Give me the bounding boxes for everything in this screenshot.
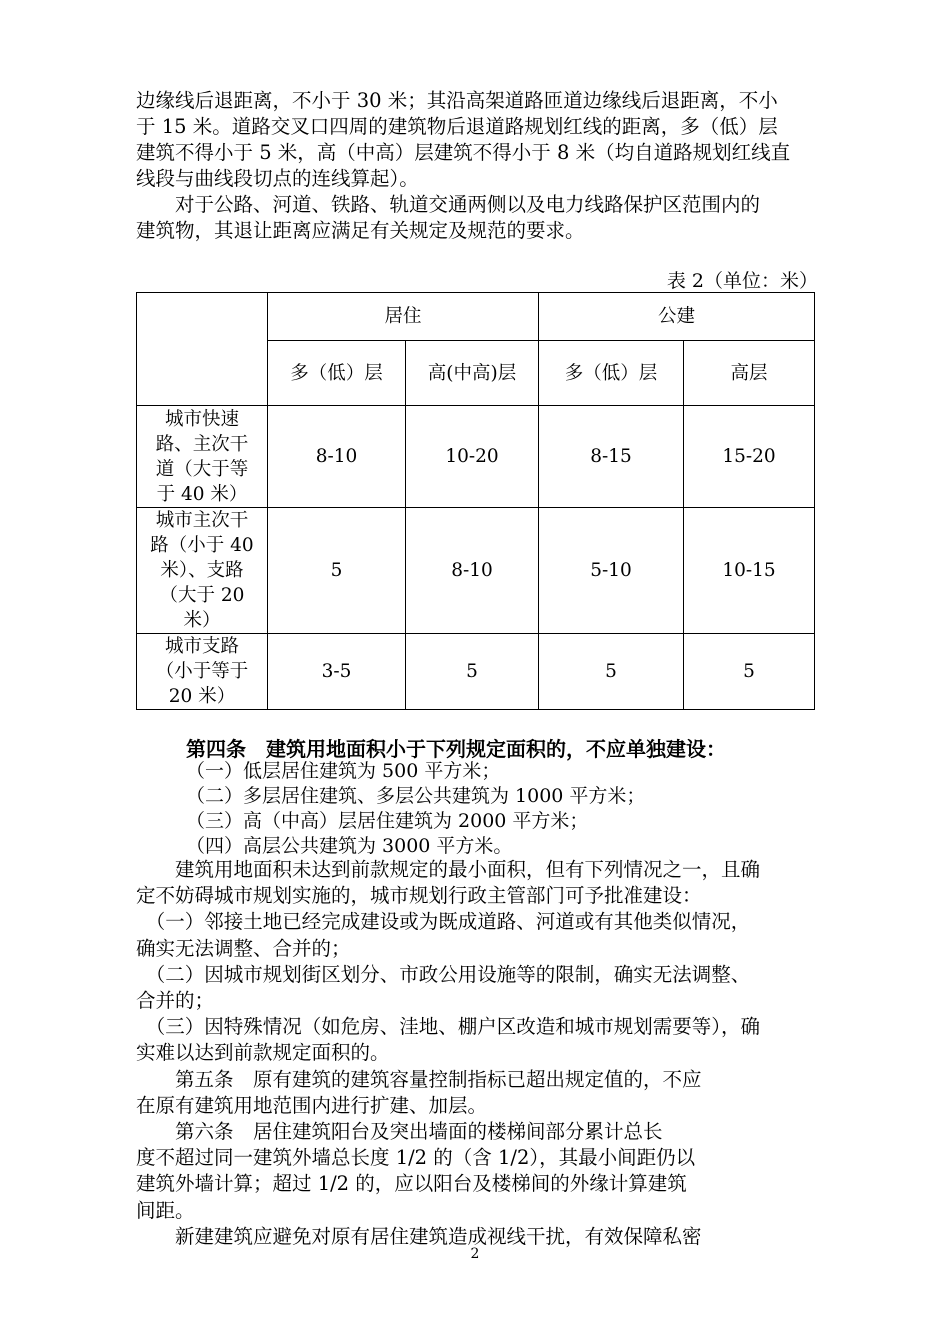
text-line: 定不妨碍城市规划实施的，城市规划行政主管部门可予批准建设： [136,884,702,908]
group-header-residential: 居住 [268,293,539,341]
text-line: 建筑物，其退让距离应满足有关规定及规范的要求。 [136,219,585,242]
article4-item: （一）低层居住建筑为 500 平方米； [186,760,501,782]
table-cell: 8-10 [406,508,539,634]
body-paragraphs [136,857,818,1250]
table-cell: 5 [684,634,815,710]
text-line: 第五条 原有建筑的建筑容量控制指标已超出规定值的，不应 [136,1067,702,1091]
article4-item: （二）多层居住建筑、多层公共建筑为 1000 平方米； [186,785,646,807]
text-line: 合并的； [136,989,215,1013]
page-number: 2 [470,1246,480,1262]
setback-table [136,292,815,710]
text-line: 实难以达到前款规定面积的。 [136,1041,390,1065]
text-line: 度不超过同一建筑外墙总长度 1/2 的（含 1/2），其最小间距仍以 [136,1146,696,1170]
intro-paragraph [136,88,818,244]
text-line: 线段与曲线段切点的连线算起）。 [136,167,419,190]
table-row [137,406,815,508]
row-label: 城市快速 路、主次干 道（大于等 于 40 米） [137,406,268,508]
table-cell: 8-15 [539,406,684,508]
sub-header: 多（低）层 [268,341,406,406]
text-line: 建筑外墙计算；超过 1/2 的，应以阳台及楼梯间的外缘计算建筑 [136,1172,687,1196]
table-cell: 5-10 [539,508,684,634]
table-cell: 3-5 [268,634,406,710]
text-line: 第六条 居住建筑阳台及突出墙面的楼梯间部分累计总长 [136,1120,663,1144]
table-cell: 5 [268,508,406,634]
table-cell: 5 [406,634,539,710]
table-cell: 10-15 [684,508,815,634]
text-line: （二）因城市规划街区划分、市政公用设施等的限制，确实无法调整、 [136,962,751,986]
sub-header: 高层 [684,341,815,406]
row-label: 城市主次干 路（小于 40 米）、支路 （大于 20 米） [137,508,268,634]
table-corner-cell [137,293,268,406]
article4-heading: 第四条 建筑用地面积小于下列规定面积的，不应单独建设： [186,737,726,761]
group-header-public: 公建 [539,293,815,341]
article4-item: （三）高（中高）层居住建筑为 2000 平方米； [186,810,589,832]
table-cell: 10-20 [406,406,539,508]
table-row [137,508,815,634]
text-line: 建筑不得小于 5 米，高（中高）层建筑不得小于 8 米（均自道路规划红线直 [136,141,791,164]
text-line: 建筑用地面积未达到前款规定的最小面积，但有下列情况之一，且确 [136,858,761,881]
text-line: 对于公路、河道、铁路、轨道交通两侧以及电力线路保护区范围内的 [136,193,761,216]
text-line: 边缘线后退距离，不小于 30 米；其沿高架道路匝道边缘线后退距离，不小 [136,89,778,112]
sub-header: 高(中高)层 [406,341,539,406]
table-cell: 8-10 [268,406,406,508]
text-line: 间距。 [136,1198,195,1222]
article4-item: （四）高层公共建筑为 3000 平方米。 [186,835,513,857]
text-line: （三）因特殊情况（如危房、洼地、棚户区改造和城市规划需要等），确 [136,1015,761,1039]
table-caption: 表 2（单位：米） [666,270,818,292]
text-line: 在原有建筑用地范围内进行扩建、加层。 [136,1093,488,1117]
table-row [137,634,815,710]
sub-header: 多（低）层 [539,341,684,406]
text-line: 于 15 米。道路交叉口四周的建筑物后退道路规划红线的距离，多（低）层 [136,115,778,138]
table-cell: 15-20 [684,406,815,508]
text-line: （一）邻接土地已经完成建设或为既成道路、河道或有其他类似情况， [136,910,751,934]
text-line: 新建建筑应避免对原有居住建筑造成视线干扰，有效保障私密 [136,1224,702,1248]
text-line: 确实无法调整、合并的； [136,936,351,960]
row-label: 城市支路 （小于等于 20 米） [137,634,268,710]
table-cell: 5 [539,634,684,710]
